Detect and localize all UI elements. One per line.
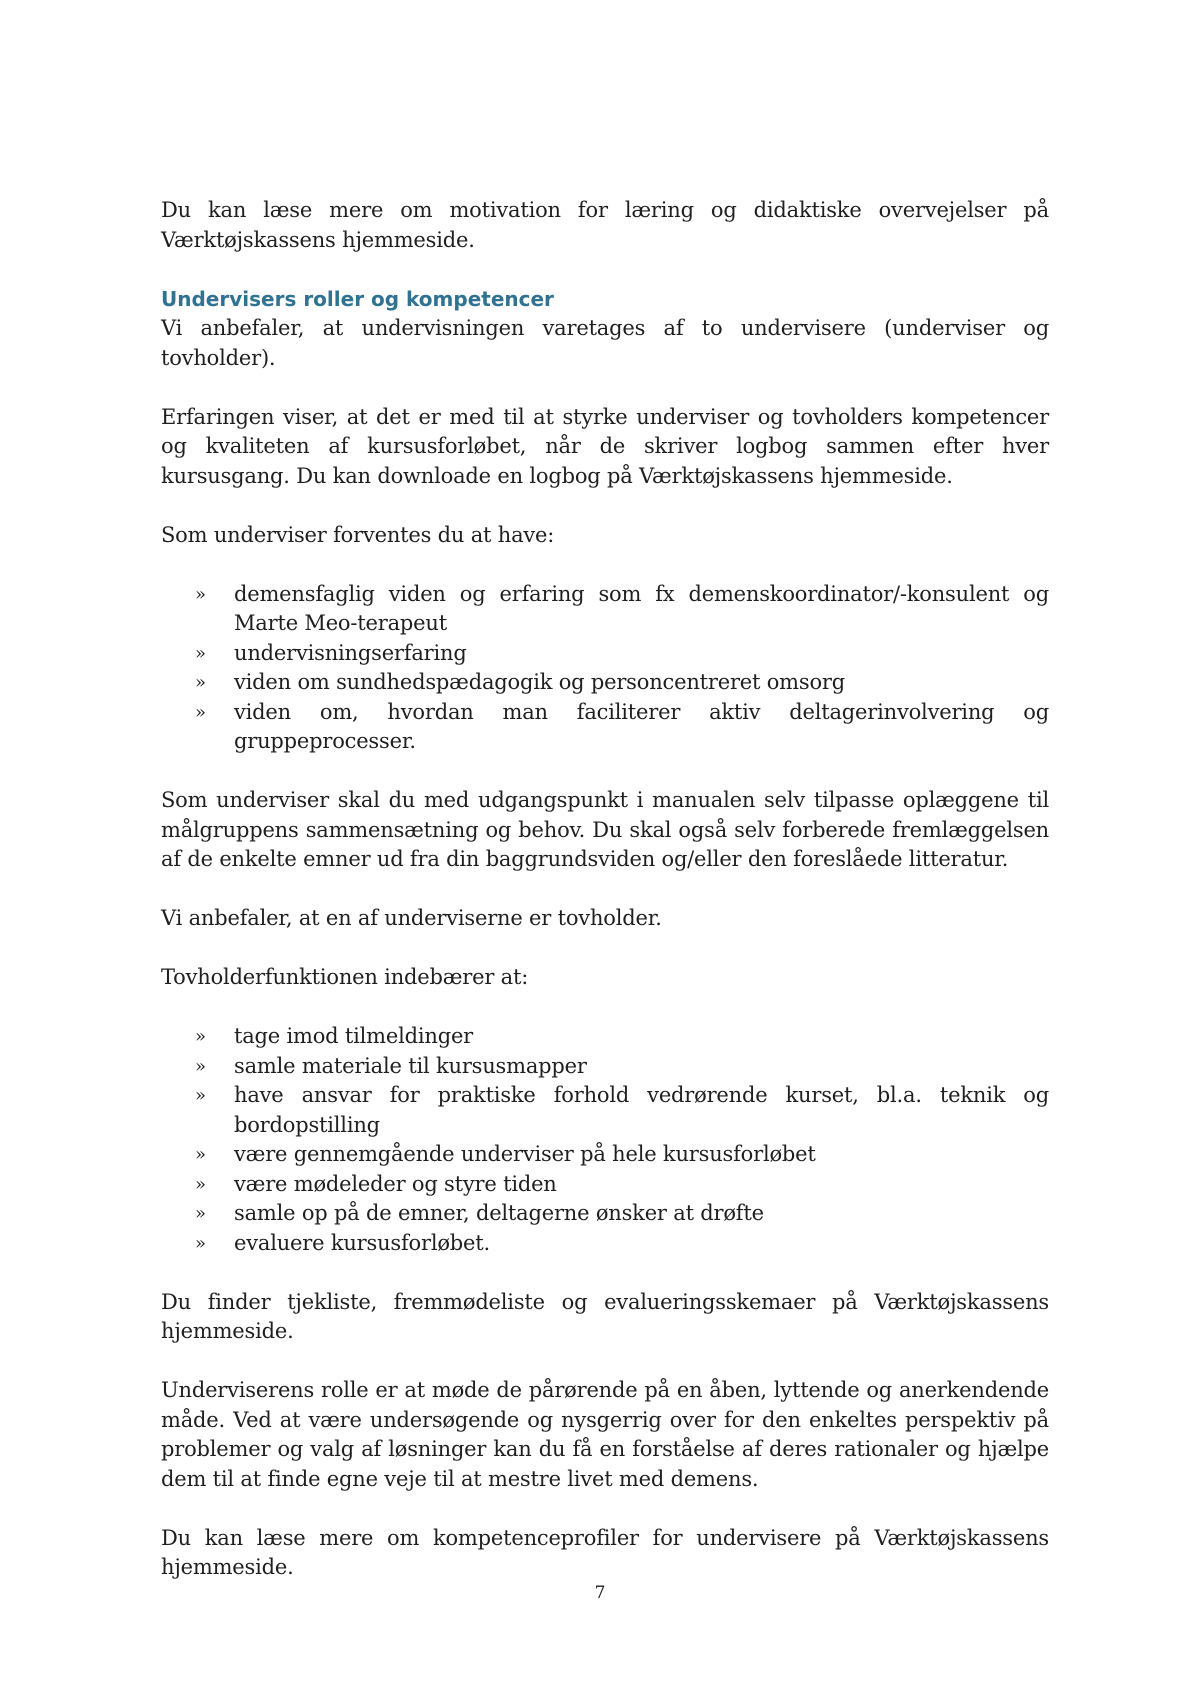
bullet-icon: » <box>195 1085 206 1106</box>
expected-intro-paragraph: Som underviser forventes du at have: <box>161 522 555 547</box>
list-item-text: være mødeleder og styre tiden <box>234 1171 557 1196</box>
list-item-text: viden om, hvordan man faciliterer aktiv deltagerinvolvering og gruppeprocesser. <box>234 699 1049 753</box>
intro-paragraph: Du kan læse mere om motivation for læring og didaktiske overvejelser på Værktøjskassens hjemmeside. <box>161 198 1049 252</box>
section-heading: Undervisers roller og kompetencer <box>161 286 554 311</box>
role-paragraph: Underviserens rolle er at møde de pårørende på en åben, lyttende og anerkendende måde. Ved at være undersøgende og nysgerrig over for den enkeltes perspektiv på problemer og valg af løsninger kan du få en forståelse af deres rationaler og hjælpe dem til at finde egne veje til at mestre livet med demens. <box>161 1378 1049 1491</box>
list-item <box>161 1199 1049 1229</box>
bullet-icon: » <box>195 1232 206 1254</box>
adapt-paragraph: Som underviser skal du med udgangspunkt i manualen selv tilpasse oplæggene til målgruppens sammensætning og behov. Du skal også selv forberede fremlæggelsen af de enkelte emner ud fra din baggrundsviden og/eller den foreslåede litteratur. <box>161 788 1049 871</box>
checklist-paragraph: Du finder tjekliste, fremmødeliste og evalueringsskemaer på Værktøjskassens hjemmeside. <box>161 1289 1049 1343</box>
experience-paragraph: Erfaringen viser, at det er med til at styrke underviser og tovholders kompetencer og kvaliteten af kursusforløbet, når de skriver logbog sammen efter hver kursusgang. Du kan downloade en logbog på Værktøjskassens hjemmeside. <box>161 404 1049 488</box>
list-item <box>161 698 1049 757</box>
document-page <box>161 196 1049 1583</box>
bullet-icon: » <box>195 642 206 664</box>
list-item-text: evaluere kursusforløbet. <box>234 1230 490 1255</box>
recommend-tovholder-paragraph: Vi anbefaler, at en af underviserne er tovholder. <box>161 906 662 930</box>
list-item-text: demensfaglig viden og erfaring som fx demenskoordinator/-konsulent og Marte Meo-terapeut <box>234 581 1049 635</box>
list-item <box>161 1052 1049 1082</box>
bullet-icon: » <box>195 672 206 693</box>
bullet-icon: » <box>195 1173 206 1195</box>
tovholder-duties-list <box>161 1022 1049 1258</box>
list-item <box>161 668 1049 698</box>
profiles-paragraph: Du kan læse mere om kompetenceprofiler for undervisere på Værktøjskassens hjemmeside. <box>161 1525 1049 1579</box>
list-item-text: undervisningserfaring <box>234 640 467 665</box>
list-item <box>161 1229 1049 1259</box>
list-item-text: være gennemgående underviser på hele kursusforløbet <box>234 1142 816 1166</box>
bullet-icon: » <box>195 583 206 605</box>
list-item <box>161 1022 1049 1052</box>
recommend-two-teachers-paragraph: Vi anbefaler, at undervisningen varetages af to undervisere (underviser og tovholder). <box>161 316 1049 370</box>
bullet-icon: » <box>195 1055 206 1077</box>
list-item-text: samle op på de emner, deltagerne ønsker at drøfte <box>234 1201 764 1225</box>
list-item <box>161 1170 1049 1200</box>
list-item-text: have ansvar for praktiske forhold vedrørende kurset, bl.a. teknik og bordopstilling <box>234 1083 1049 1137</box>
list-item <box>161 639 1049 669</box>
bullet-icon: » <box>195 1203 206 1224</box>
bullet-icon: » <box>195 1144 206 1165</box>
list-item <box>161 580 1049 639</box>
tovholder-intro-paragraph: Tovholderfunktionen indebærer at: <box>161 965 529 989</box>
bullet-icon: » <box>195 1026 206 1047</box>
list-item-text: samle materiale til kursusmapper <box>234 1053 587 1078</box>
expected-competences-list <box>161 580 1049 757</box>
list-item-text: viden om sundhedspædagogik og personcentreret omsorg <box>234 670 845 694</box>
list-item <box>161 1081 1049 1140</box>
list-item-text: tage imod tilmeldinger <box>234 1024 474 1048</box>
list-item <box>161 1140 1049 1170</box>
bullet-icon: » <box>195 701 206 723</box>
page-number: 7 <box>594 1583 606 1603</box>
